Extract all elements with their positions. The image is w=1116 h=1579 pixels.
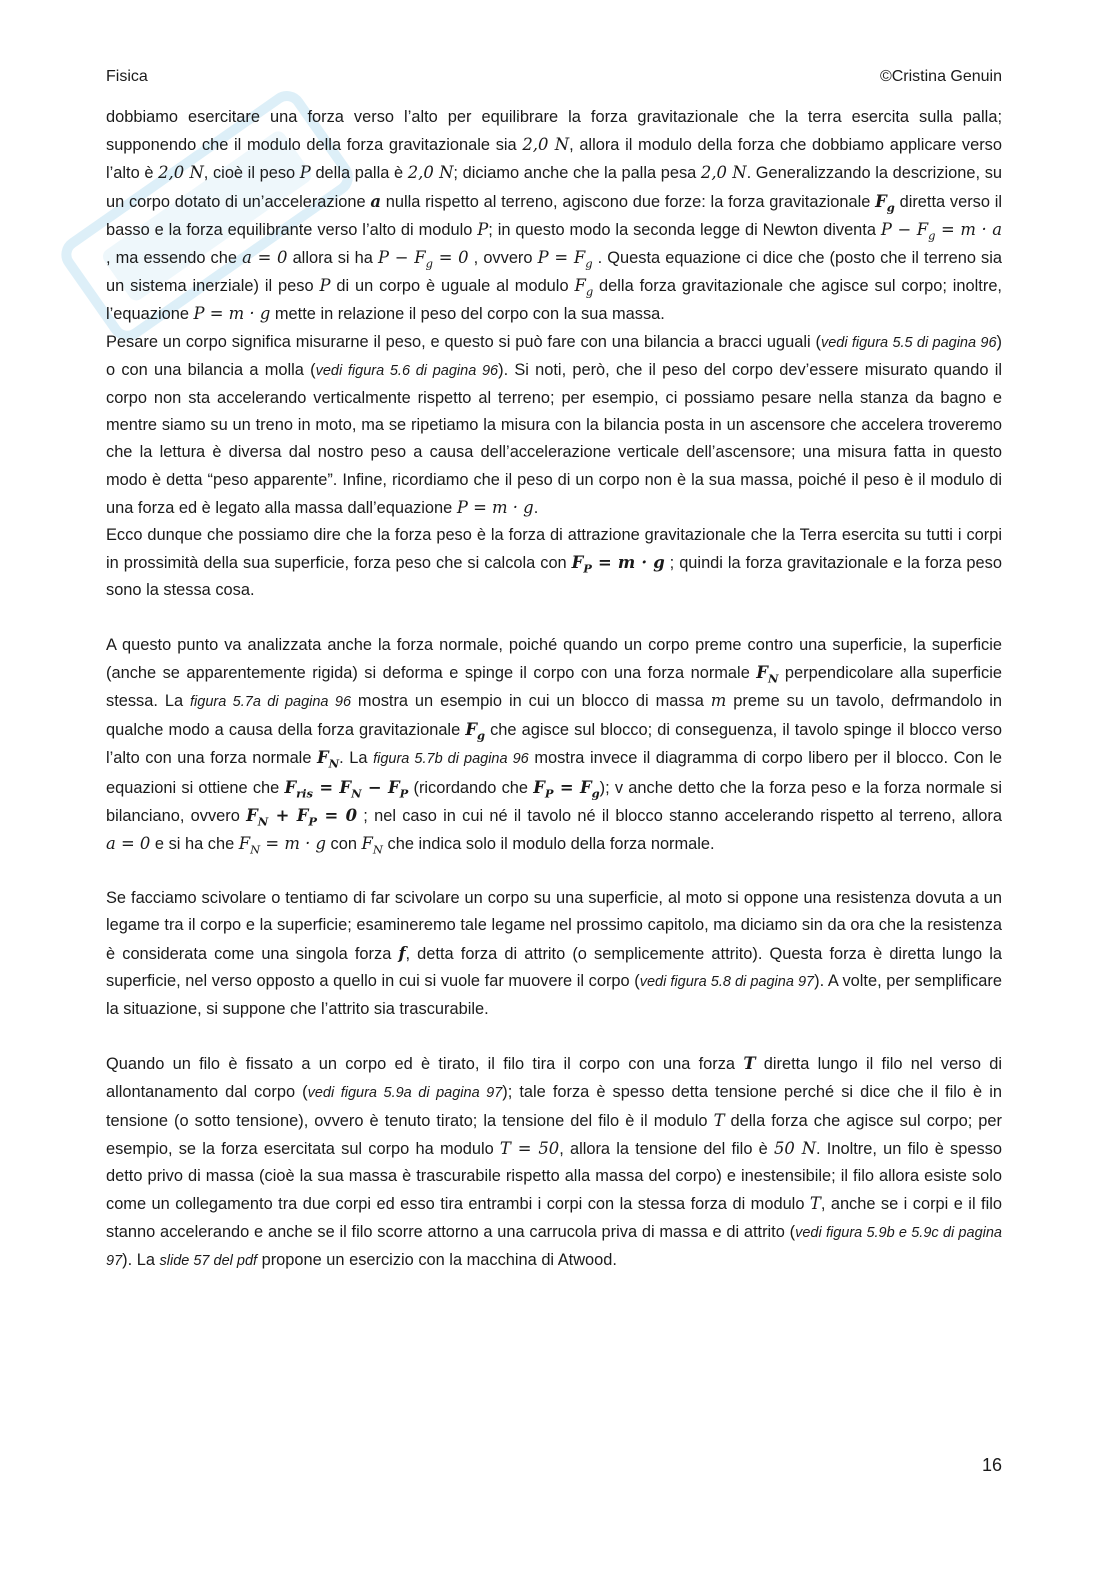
paragraph-weight-force: Ecco dunque che possiamo dire che la forza peso è la forza di attrazione gravitazionale che la Terra esercita su tutti i corpi in prossimità della sua superficie, forza peso che si calcola con $F_P = m \cdot g$ ; quindi la forza gravitazionale e la forza peso sono la stessa cosa. [106, 526, 1002, 600]
header-subject: Fisica [106, 68, 148, 85]
paragraph-weight-definition: dobbiamo esercitare una forza verso l’alto per equilibrare la forza gravitazionale che la terra esercita sulla palla; supponendo che il modulo della forza gravitazionale sia 2,0 N, allora il modulo della forza che dobbiamo applicare verso l’alto è 2,0 N, cioè il peso P della palla è 2,0 N; diciamo anche che la palla pesa 2,0 N. Generalizzando la descrizione, su un corpo dotato di un’accelerazione a nulla rispetto al terreno, agiscono due forze: la forza gravitazionale $F_g$ diretta verso il basso e la forza equilibrante verso l’alto di modulo P; in questo modo la seconda legge di Newton diventa $P - F_g = m \cdot a$ , ma essendo che a = 0 allora si ha $P - F_g = 0$ , ovvero $P = F_g$ . Questa equazione ci dice che (posto che il terreno sia un sistema inerziale) il peso P di un corpo è uguale al modulo $F_g$ della forza gravitazionale che agisce sul corpo; inoltre, l’equazione P = m · g mette in relazione il peso del corpo con la sua massa. [106, 108, 1003, 324]
paragraph-friction: Se facciamo scivolare o tentiamo di far scivolare un corpo su una superficie, al moto si oppone una resistenza dovuta a un legame tra il corpo e la superficie; esamineremo tale legame nel prossimo capitolo, ma diciamo sin da ora che la resistenza è considerata come una singola forza f, detta forza di attrito (o semplicemente attrito). Questa forza è diretta lungo la superficie, nel verso opposto a quello in cui si vuole far muovere il corpo (vedi figura 5.8 di pagina 97). A volte, per semplificare la situazione, si suppone che l’attrito sia trascurabile. [106, 889, 1002, 1019]
header-author: ©Cristina Genuin [879, 68, 1002, 85]
paragraph-normal-force: A questo punto va analizzata anche la forza normale, poiché quando un corpo preme contro una superficie, la superficie (anche se apparentemente rigida) si deforma e spinge il corpo con una forza normale $F_N$ perpendicolare alla superficie stessa. La figura 5.7a di pagina 96 mostra un esempio in cui un blocco di massa m preme su un tavolo, defrmandolo in qualche modo a causa della forza gravitazionale $F_g$ che agisce sul blocco; di conseguenza, il tavolo spinge il blocco verso l’alto con una forza normale $F_N$. La figura 5.7b di pagina 96 mostra invece il diagramma di corpo libero per il blocco. Con le equazioni si ottiene che $F_{ris} = F_N - F_P$ (ricordando che $F_P = F_g$); v anche detto che la forza peso e la forza normale si bilanciano, ovvero $F_N + F_P = 0$ ; nel caso in cui né il tavolo né il blocco stanno accelerando rispetto al terreno, allora a = 0 e si ha che $F_N = m \cdot g$ con $F_N$ che indica solo il modulo della forza normale. [106, 635, 1002, 857]
equation-newton-weight: $P - F_g = m \cdot a$ [880, 219, 1002, 243]
paragraph-weighing: Pesare un corpo significa misurarne il peso, e questo si può fare con una bilancia a bracci uguali (vedi figura 5.5 di pagina 96) o con una bilancia a molla (vedi figura 5.6 di pagina 96). Si noti, però, che il peso del corpo dev’essere misurato quando il corpo non sta accelerando verticalmente rispetto al terreno; per esempio, ci possiamo pesare nella stanza da bagno e mentre siamo su un treno in moto, ma se ripetiamo la misura con la bilancia posta in un ascensore che accelera troveremo che la lettura è diversa dal nostro peso a causa dell’accelerazione verticale dell’ascensore; una misura fatta in questo modo è detta “peso apparente”. Infine, ricordiamo che il peso di un corpo non è la sua massa, poiché il peso è il modulo di una forza ed è legato alla massa dall’equazione P = m · g. [106, 332, 1002, 517]
document-body [106, 104, 1002, 1275]
page-number: 16 [981, 1455, 1002, 1475]
page-header [106, 68, 1002, 90]
paragraph-tension: Quando un filo è fissato a un corpo ed è tirato, il filo tira il corpo con una forza T diretta lungo il filo nel verso di allontanamento dal corpo (vedi figura 5.9a di pagina 97); tale forza è spesso detta tensione perché si dice che il filo è in tensione (o sotto tensione), ovvero è tenuto tirato; la tensione del filo è il modulo T della forza che agisce sul corpo; per esempio, se la forza esercitata sul corpo ha modulo T = 50, allora la tensione del filo è 50 N. Inoltre, un filo è spesso detto privo di massa (cioè la sua massa è trascurabile rispetto alla massa del corpo) e inestensibile; il filo allora esiste solo come un collegamento tra due corpi ed esso tira entrambi i corpi con la stessa forza di modulo T, anche se i corpi e il filo stanno accelerando e anche se il filo scorre attorno a una carrucola priva di massa e di attrito (vedi figura 5.9b e 5.9c di pagina 97). La slide 57 del pdf propone un esercizio con la macchina di Atwood. [106, 1054, 1003, 1269]
